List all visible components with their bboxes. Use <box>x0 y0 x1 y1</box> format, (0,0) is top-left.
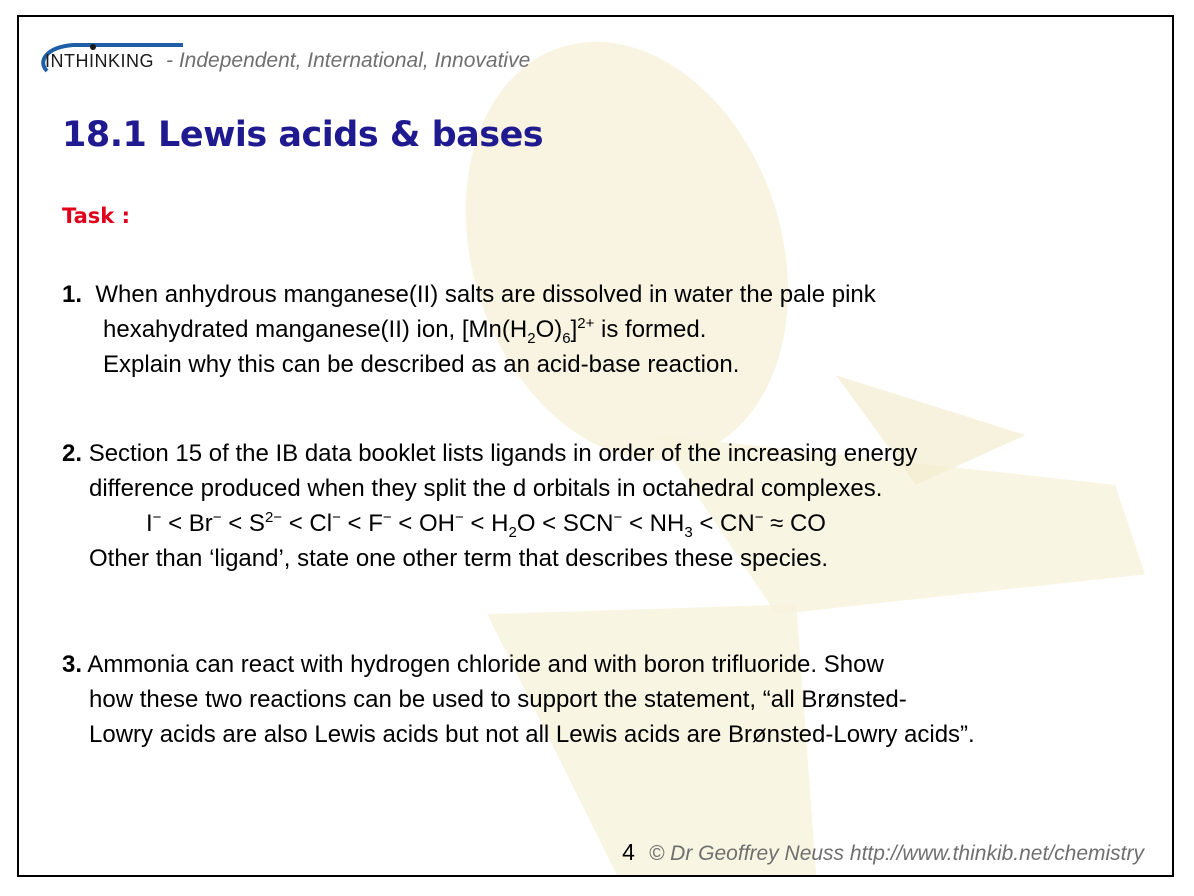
page-number: 4 <box>622 839 635 865</box>
copyright-text: © Dr Geoffrey Neuss http://www.thinkib.net/chemistry <box>648 842 1144 865</box>
question-1 <box>62 277 1152 382</box>
question-text: is formed. <box>594 316 707 343</box>
question-text: difference produced when they split the d orbitals in octahedral complexes. <box>89 475 883 502</box>
question-text: When anhydrous manganese(II) salts are dissolved in water the pale pink <box>95 281 876 308</box>
question-text: Section 15 of the IB data booklet lists ligands in order of the increasing energy <box>88 440 918 467</box>
ligand-series: $I^- < Br^- < S^{2-} < Cl^- < F^- < OH^- < H_2O < SCN^- < NH_3 < CN^-$ ≈ CO <box>146 509 826 541</box>
header <box>37 45 530 75</box>
slide <box>17 15 1174 877</box>
tagline: - Independent, International, Innovative <box>166 48 531 72</box>
task-label: Task : <box>62 204 130 228</box>
subscript: 2 <box>527 329 536 347</box>
question-text: Lowry acids are also Lewis acids but not all Lewis acids are Brønsted-Lowry acids”. <box>89 721 975 748</box>
subscript: 6 <box>562 329 571 347</box>
question-number: 1. <box>62 281 83 308</box>
logo-text: INTHINKING <box>45 50 155 71</box>
question-text: ] <box>570 316 578 343</box>
page-title: 18.1 Lewis acids & bases <box>62 115 544 155</box>
question-text: Ammonia can react with hydrogen chloride and with boron trifluoride. Show <box>87 651 884 678</box>
question-2 <box>62 436 1152 576</box>
footer <box>622 839 1144 866</box>
question-number: 3. <box>62 651 83 678</box>
question-text: Explain why this can be described as an acid-base reaction. <box>103 351 740 378</box>
question-text: Other than ‘ligand’, state one other term that describes these species. <box>89 545 829 572</box>
question-text: O) <box>535 316 563 343</box>
superscript: 2+ <box>577 315 595 332</box>
inthinking-logo <box>37 45 154 75</box>
question-text: how these two reactions can be used to support the statement, “all Brønsted- <box>89 686 907 713</box>
question-3 <box>62 647 1152 752</box>
question-text: hexahydrated manganese(II) ion, [Mn(H <box>103 316 528 343</box>
question-number: 2. <box>62 440 83 467</box>
